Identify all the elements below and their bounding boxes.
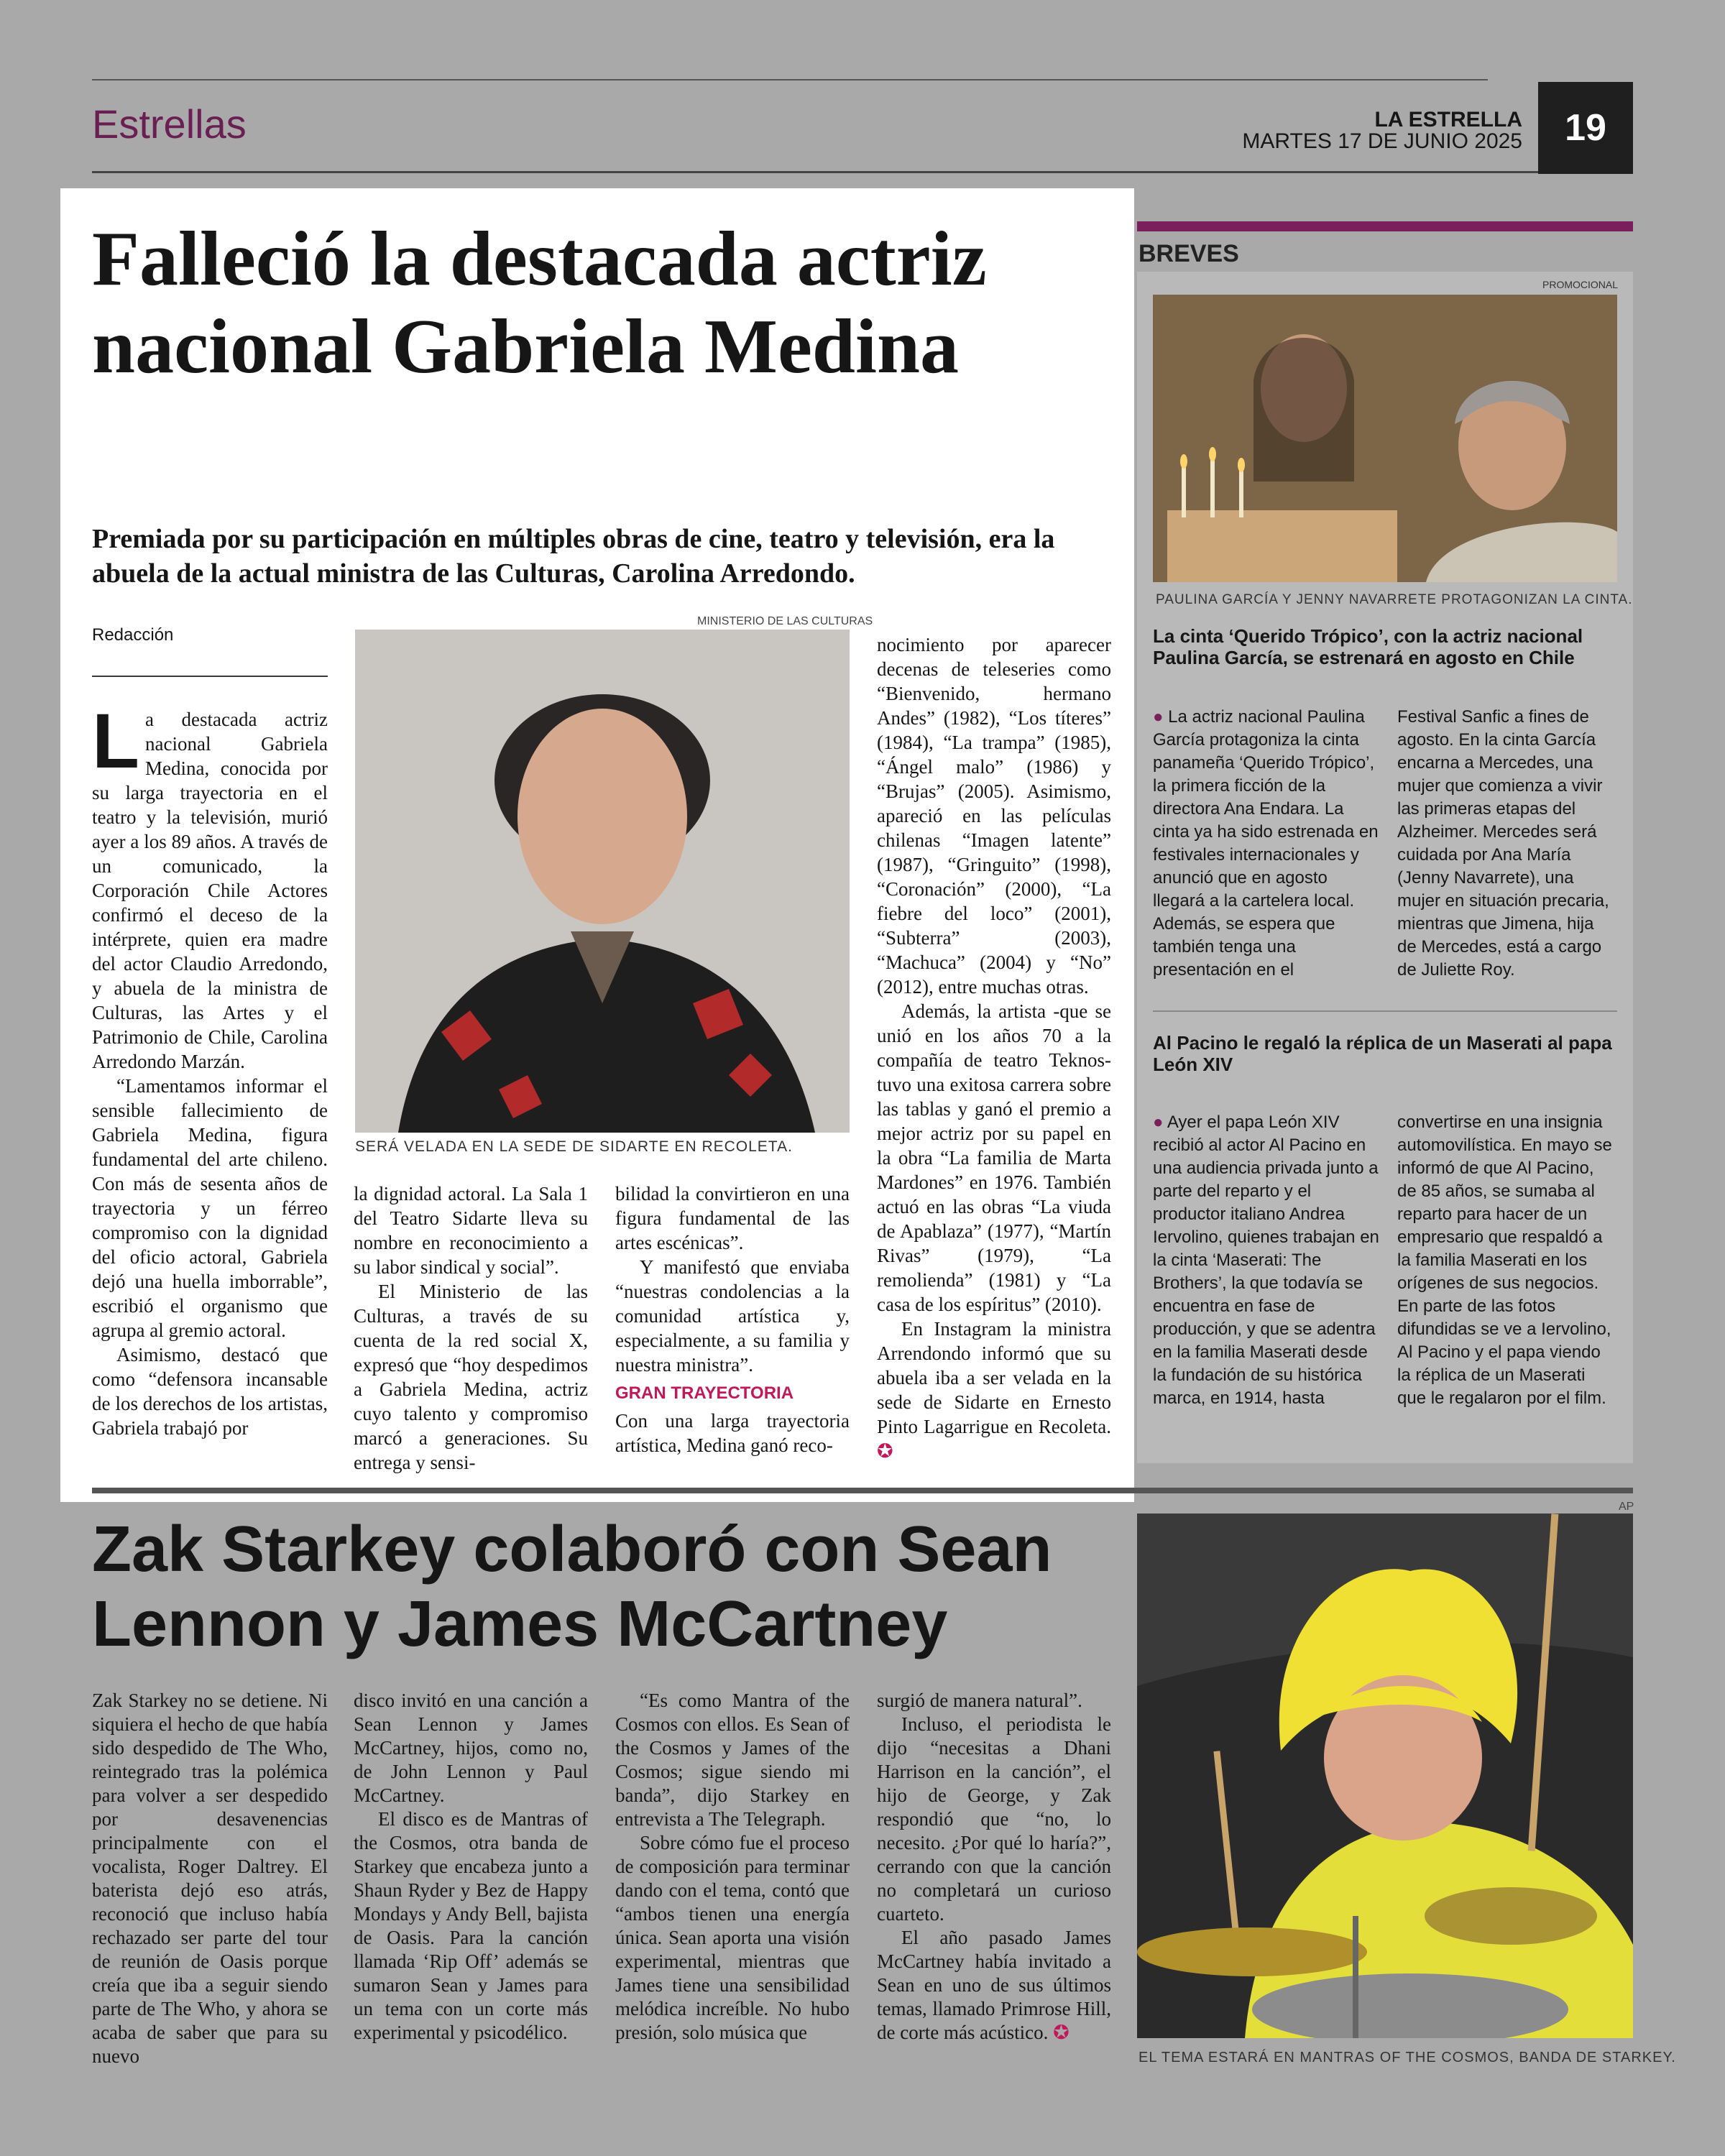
second-col1-p1: Zak Starkey no se detiene. Ni siquiera el hecho de que había sido despedido de The Who, reintegrado tras la polémica para volver a ser despedido por desavenencias principalmente con el vocalista, Roger Daltrey. El baterista dejó eso atrás, reconoció que incluso había rechazado ser parte del tour de reunión de Oasis porque creía que iba a seguir siendo parte de The Who, y ahora se acaba de saber que para su nuevo: [92, 1690, 328, 2067]
film-still-illustration: [1153, 295, 1617, 582]
second-headline: Zak Starkey colaboró con Sean Lennon y James McCartney: [92, 1514, 1052, 1660]
photo-credit: MINISTERIO DE LAS CULTURAS: [697, 615, 873, 627]
drummer-photo-credit: AP: [1619, 1501, 1634, 1513]
promo-label: PROMOCIONAL: [1542, 279, 1619, 290]
second-article-rule: [92, 1488, 1633, 1493]
film-still-caption: PAULINA GARCÍA Y JENNY NAVARRETE PROTAGONIZAN LA CINTA.: [1156, 592, 1633, 607]
second-col4-p3: El año pasado James McCartney había invitado a Sean en uno de sus últimos temas, llamado Primrose Hill, de corte más acústico.: [877, 1927, 1111, 2043]
drummer-photo: [1137, 1514, 1633, 2038]
main-col3-p1: bilidad la convirtieron en una figura fundamental de las artes escénicas”.: [615, 1183, 850, 1253]
second-col-4: [877, 1689, 1111, 2045]
breve1-col1: ● La actriz nacional Paulina García protagoniza la cinta panameña ‘Querido Trópico’, la primera ficción de la directora Ana Endara. La cinta ya ha sido estrenada en festivales internacionales y anunció que en agosto llegará a la cartelera local. Además, se espera que también tenga una presentación en el: [1153, 707, 1379, 980]
main-deck: Premiada por su participación en múltiples obras de cine, teatro y televisión, era la abuela de la actual ministra de las Culturas, Carolina Arredondo.: [92, 524, 1055, 589]
breve1-headline: La cinta ‘Querido Trópico’, con la actriz nacional Paulina García, se estrenará en agosto en Chile: [1153, 625, 1583, 668]
drummer-caption: EL TEMA ESTARÁ EN MANTRAS OF THE COSMOS, BANDA DE STARKEY.: [1138, 2050, 1676, 2065]
breves-divider: [1153, 1010, 1617, 1012]
second-col3-p2: Sobre cómo fue el proceso de composición para terminar dando con el tema, contó que “ambos tienen una energía única. Sean aporta una visión experimental, mientras que James tiene una sensibilidad melódica increíble. No hubo presión, solo música que: [615, 1832, 850, 2043]
breve2-headline: Al Pacino le regaló la réplica de un Maserati al papa León XIV: [1153, 1032, 1612, 1075]
breves-title: BREVES: [1138, 240, 1239, 267]
section-name: Estrellas: [92, 101, 247, 147]
portrait-photo: [355, 630, 850, 1133]
byline: Redacción: [92, 625, 174, 645]
second-col-3: [615, 1689, 850, 2045]
main-col-2: [354, 1181, 588, 1475]
breves-bar: [1137, 221, 1633, 231]
second-col4-p2: Incluso, el periodista le dijo “necesitas a Dhani Harrison en la canción”, el hijo de George, y Zak respondió que “no, lo necesito. ¿Por qué lo haría?”, cerrando con que la canción no completará un curioso cuarteto.: [877, 1713, 1111, 1925]
main-col2-p1: la dignidad actoral. La Sala 1 del Teatro Sidarte lleva su nombre en reconocimiento a su labor sindical y social”.: [354, 1183, 588, 1278]
bullet-icon: ●: [1153, 1112, 1164, 1132]
end-mark-icon: ✪: [1053, 2022, 1070, 2043]
end-mark-icon: ✪: [877, 1440, 893, 1462]
second-col-2: [354, 1689, 588, 2045]
breve2-col2: convertirse en una insignia automovilística. En mayo se informó de que Al Pacino, de 85 años, se sumaba al reparto para hacer de un empresario que respaldó a la familia Maserati en los orígenes de sus negocios. En parte de las fotos difundidas se ve a Iervolino, Al Pacino y el papa viendo la réplica de un Maserati que le regalaron por el film.: [1397, 1112, 1612, 1408]
main-col3-p2: Y manifestó que enviaba “nuestras condolencias a la comunidad artística y, especialmente, a su familia y nuestra ministra”.: [615, 1256, 850, 1376]
main-col-1: [92, 697, 328, 1440]
byline-rule: [92, 676, 328, 677]
portrait-illustration: [355, 630, 850, 1133]
second-col2-p2: El disco es de Mantras of the Cosmos, otra banda de Starkey que encabeza junto a Shaun Ryder y Bez de Happy Mondays y Andy Bell, bajista de Oasis. Para la canción llamada ‘Rip Off’ además se sumaron Sean y James para un tema con un corte más experimental y psicodélico.: [354, 1808, 588, 2043]
breve1-col2: Festival Sanfic a fines de agosto. En la cinta García encarna a Mercedes, una mujer que comienza a vivir las primeras etapas del Alzheimer. Mercedes será cuidada por Ana María (Jenny Navarrete), una mujer en situación precaria, mientras que Jimena, hija de Mercedes, está a cargo de Juliette Roy.: [1397, 707, 1609, 980]
main-col1-p3: Asimismo, destacó que como “defensora incansable de los derechos de los artistas, Gabriela trabajó por: [92, 1344, 328, 1439]
main-col4-p3: En Instagram la ministra Arrendondo informó que su abuela iba a ser velada en la sede de Sidarte en Ernesto Pinto Lagarrigue en Recoleta.: [877, 1318, 1111, 1437]
paper-date: MARTES 17 DE JUNIO 2025: [1242, 129, 1522, 153]
main-col1-p2: “Lamentamos informar el sensible fallecimiento de Gabriela Medina, figura fundamental del arte chileno. Con más de sesenta años de trayectoria y un férreo compromiso con la dignidad del oficio actoral, Gabriela dejó una huella imborrable”, escribió el organismo que agrupa al gremio actoral.: [92, 1075, 328, 1341]
main-col1-p1: a destacada actriz nacional Gabriela Medina, conocida por su larga trayectoria en el teatro y la televisión, murió ayer a los 89 años. A través de un comunicado, la Corporación Chile Actores confirmó el deceso de la intérprete, quien era madre del actor Claudio Arredondo, y abuela de la ministra de Culturas, las Artes y el Patrimonio de Chile, Carolina Arredondo Marzán.: [92, 709, 328, 1072]
page-number: 19: [1538, 82, 1633, 174]
breve2-col1: ● Ayer el papa León XIV recibió al actor Al Pacino en una audiencia privada junto a parte del reparto y el productor italiano Andrea Iervolino, quienes trabajan en la cinta ‘Maserati: The Brothers’, la que todavía se encuentra en fase de producción, y que se adentra en la familia Maserati desde la fundación de su histórica marca, en 1914, hasta: [1153, 1112, 1379, 1408]
paper-name: LA ESTRELLA: [1374, 108, 1522, 132]
main-col-4: [877, 632, 1111, 1463]
film-still-photo: [1153, 295, 1617, 582]
top-rule: [92, 79, 1488, 80]
dropcap: L: [92, 697, 139, 784]
drummer-illustration: [1137, 1514, 1633, 2038]
second-col2-p1: disco invitó en una canción a Sean Lennon y James McCartney, hijos, como no, de John Lennon y Paul McCartney.: [354, 1690, 588, 1806]
main-col2-p2: El Ministerio de las Culturas, a través de su cuenta de la red social X, expresó que “hoy despedimos a Gabriela Medina, actriz cuyo talento y compromiso marcó a generaciones. Su entrega y sensi-: [354, 1281, 588, 1473]
main-subhead: GRAN TRAYECTORIA: [615, 1383, 794, 1403]
main-col3-p3: Con una larga trayectoria artística, Medina ganó reco-: [615, 1410, 850, 1456]
main-headline: Falleció la destacada actriz nacional Gabriela Medina: [92, 216, 987, 390]
main-col-3: [615, 1181, 850, 1457]
main-col4-p2: Además, la artista -que se unió en los años 70 a la compañía de teatro Teknos- tuvo una exitosa carrera sobre las tablas y ganó el premio a mejor actriz por su papel en la obra “La familia de Marta Mardones” en 1976. También actuó en las obras “La viuda de Apablaza” (1977), “Martín Rivas” (1979), “La remolienda” (1981) y “La casa de los espíritus” (2010).: [877, 1000, 1111, 1315]
second-col3-p1: “Es como Mantra of the Cosmos con ellos. Es Sean of the Cosmos y James of the Cosmos; sigue siendo mi banda”, dijo Starkey en entrevista a The Telegraph.: [615, 1690, 850, 1830]
header-rule: [92, 171, 1538, 173]
bullet-icon: ●: [1153, 707, 1164, 727]
portrait-caption: SERÁ VELADA EN LA SEDE DE SIDARTE EN RECOLETA.: [355, 1138, 793, 1155]
second-col4-p1: surgió de manera natural”.: [877, 1690, 1082, 1711]
second-col-1: [92, 1689, 328, 2068]
main-col4-p1: nocimiento por aparecer decenas de teleseries como “Bienvenido, hermano Andes” (1982), “Los títeres” (1984), “La trampa” (1985), “Ángel malo” (1986) y “Brujas” (2005). Asimismo, apareció en las películas chilenas “Imagen latente” (1987), “Gringuito” (1998), “Coronación” (2000), “La fiebre del loco” (2001), “Subterra” (2003), “Machuca” (2004) y “No” (2012), entre muchas otras.: [877, 634, 1111, 998]
